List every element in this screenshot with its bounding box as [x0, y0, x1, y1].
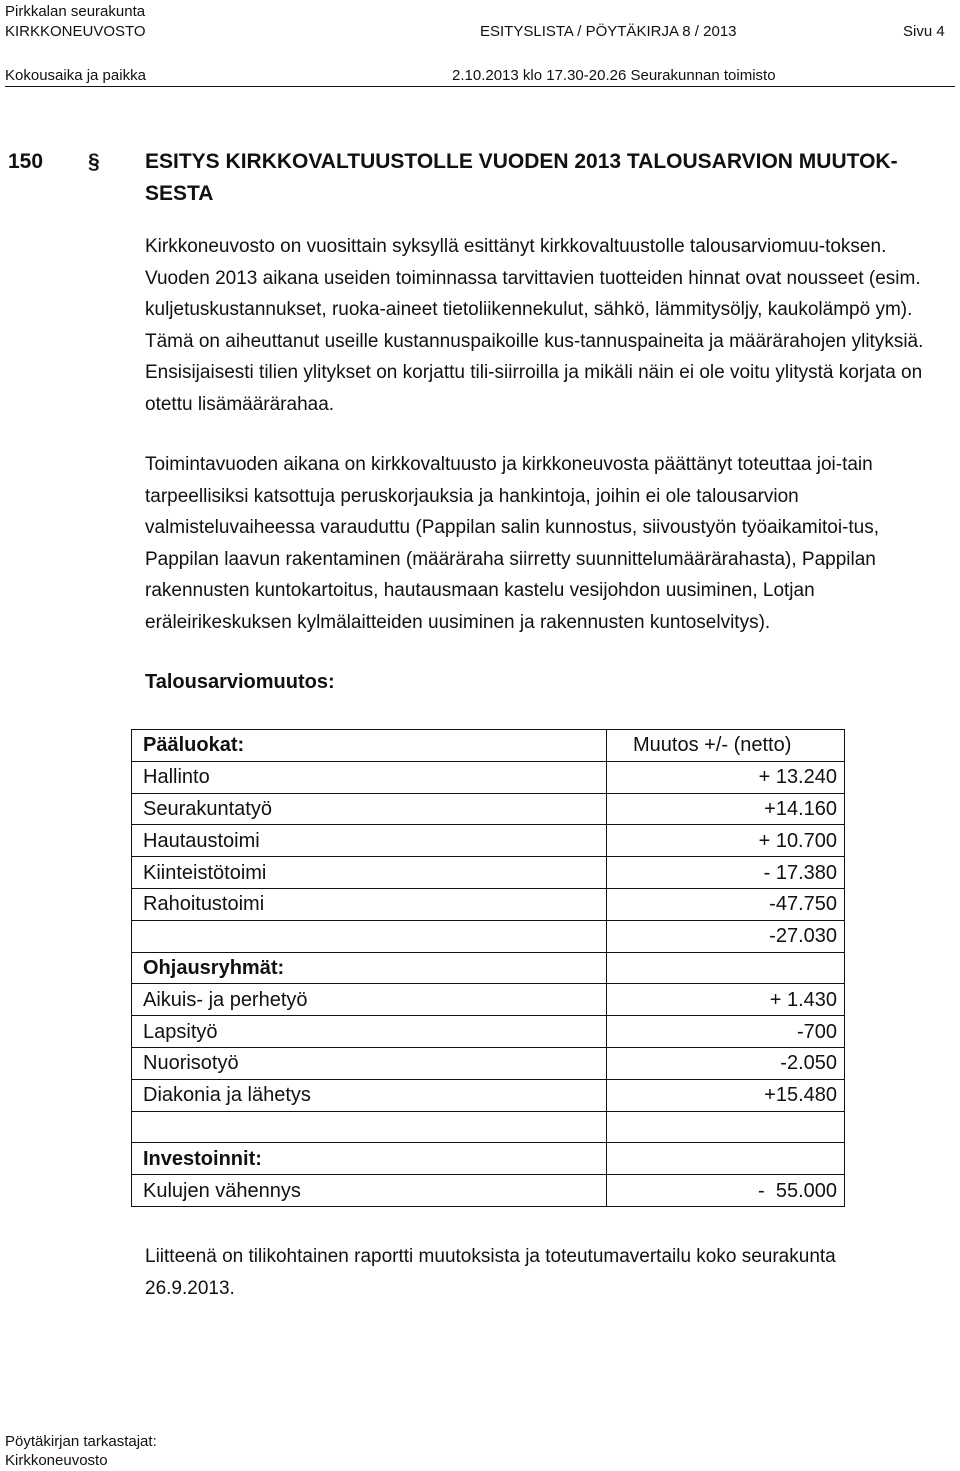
footer-label: Pöytäkirjan tarkastajat:	[5, 1433, 157, 1450]
row-label: Hallinto	[132, 761, 607, 793]
table-row	[132, 984, 845, 1016]
table-row	[132, 1016, 845, 1048]
table-header-left: Pääluokat:	[132, 730, 607, 762]
row-label: Kulujen vähennys	[132, 1175, 607, 1207]
paragraph-1: Kirkkoneuvosto on vuosittain syksyllä esittänyt kirkkovaltuustolle talousarviomuu-toksen. Vuoden 2013 aikana useiden toiminnassa tarvittavien tuotteiden hinnat ovat nousseet (esim. kuljetuskustannukset, ruoka-aineet tietoliikennekulut, sähkö, lämmitysöljy, kaukolämpö ym). Tämä on aiheuttanut useille kustannuspaikoille kus-tannuspaineita ja määrärahojen ylityksiä. Ensisijaisesti tilien ylitykset on korjattu tili-siirroilla ja mikäli näin ei ole voitu ylitystä korjata on otettu lisämäärärahaa.	[145, 236, 924, 415]
table-row	[132, 888, 845, 920]
table-row	[132, 825, 845, 857]
row-label: Ohjausryhmät:	[132, 952, 607, 984]
body-name: KIRKKONEUVOSTO	[5, 23, 146, 40]
table-row	[132, 761, 845, 793]
row-label: Seurakuntatyö	[132, 793, 607, 825]
table-row	[132, 1175, 845, 1207]
row-value: + 10.700	[607, 825, 845, 857]
row-label: Diakonia ja lähetys	[132, 1079, 607, 1111]
row-value: + 13.240	[607, 761, 845, 793]
row-value: - 17.380	[607, 857, 845, 889]
row-value: -47.750	[607, 888, 845, 920]
section-symbol: §	[88, 150, 100, 173]
row-value: -27.030	[607, 920, 845, 952]
table-row	[132, 857, 845, 889]
row-value: - 55.000	[607, 1175, 845, 1207]
closing-line-1: Liitteenä on tilikohtainen raportti muutoksista ja toteutumavertailu koko seurakunta	[145, 1246, 836, 1267]
row-value: +15.480	[607, 1079, 845, 1111]
table-header-row	[132, 730, 845, 762]
row-value: + 1.430	[607, 984, 845, 1016]
section-number: 150	[8, 150, 44, 173]
table-row	[132, 1111, 845, 1143]
table-row	[132, 1047, 845, 1079]
row-value	[607, 952, 845, 984]
row-label: Rahoitustoimi	[132, 888, 607, 920]
org-name: Pirkkalan seurakunta	[5, 3, 146, 20]
row-label: Aikuis- ja perhetyö	[132, 984, 607, 1016]
section-title: ESITYS KIRKKOVALTUUSTOLLE VUODEN 2013 TALOUSARVION MUUTOK-SESTA	[145, 150, 898, 205]
page-number: Sivu 4	[903, 23, 945, 40]
row-value: -2.050	[607, 1047, 845, 1079]
meeting-value: 2.10.2013 klo 17.30-20.26 Seurakunnan toimisto	[452, 67, 776, 84]
row-label	[132, 1111, 607, 1143]
row-label	[132, 920, 607, 952]
table-row	[132, 1143, 845, 1175]
closing-line-2: 26.9.2013.	[145, 1278, 235, 1299]
row-value: -700	[607, 1016, 845, 1048]
row-value	[607, 1143, 845, 1175]
budget-table	[131, 729, 845, 1207]
footer-body: Kirkkoneuvosto	[5, 1452, 108, 1469]
row-label: Investoinnit:	[132, 1143, 607, 1175]
row-value	[607, 1111, 845, 1143]
row-value: +14.160	[607, 793, 845, 825]
header-rule	[5, 86, 955, 87]
row-label: Hautaustoimi	[132, 825, 607, 857]
row-label: Lapsityö	[132, 1016, 607, 1048]
table-row	[132, 920, 845, 952]
table-row	[132, 1079, 845, 1111]
table-row	[132, 952, 845, 984]
row-label: Kiinteistötoimi	[132, 857, 607, 889]
row-label: Nuorisotyö	[132, 1047, 607, 1079]
table-row	[132, 793, 845, 825]
paragraph-2: Toimintavuoden aikana on kirkkovaltuusto ja kirkkoneuvosta päättänyt toteuttaa joi-tain tarpeellisiksi katsottuja peruskorjauksia ja hankintoja, joihin ei ole talousarvion valmisteluvaiheessa varauduttu (Pappilan salin kunnostus, siivoustyön työaikamitoi-tus, Pappilan laavun rakentaminen (määräraha siirretty suunnittelumäärärahasta), Pappilan rakennusten kuntokartoitus, hautausmaan kastelu vesijohdon uusiminen, Lotjan eräleirikeskuksen kylmälaitteiden uusiminen ja rakennusten kuntoselvitys).	[145, 454, 879, 633]
budget-heading: Talousarviomuutos:	[145, 671, 335, 693]
table-header-right: Muutos +/- (netto)	[607, 730, 845, 762]
document-title: ESITYSLISTA / PÖYTÄKIRJA 8 / 2013	[480, 23, 737, 40]
meeting-label: Kokousaika ja paikka	[5, 67, 146, 84]
